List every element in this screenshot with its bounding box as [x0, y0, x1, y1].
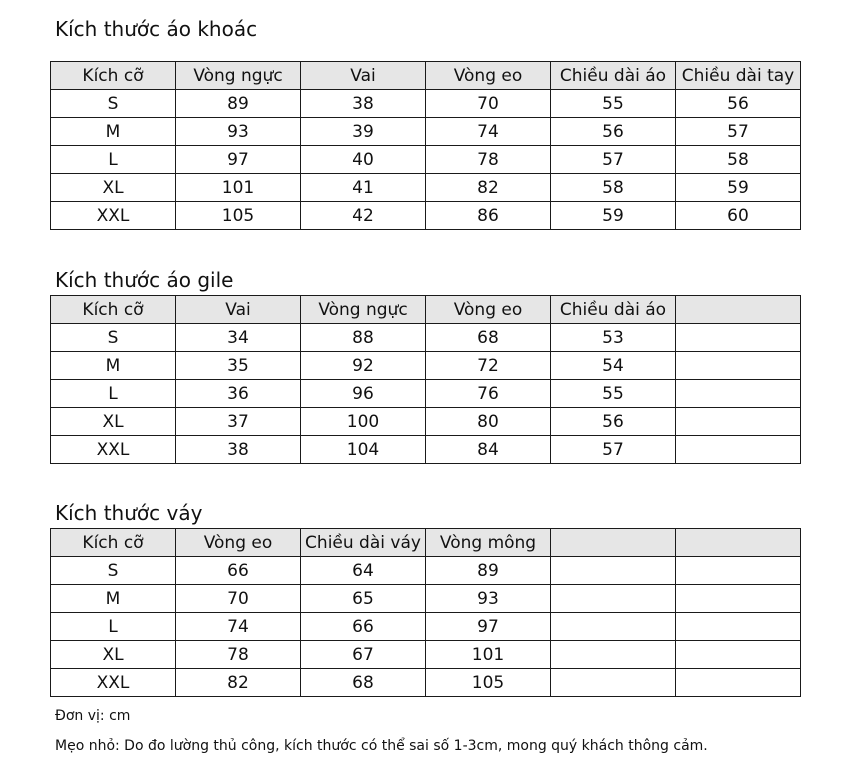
measurement-cell	[676, 436, 801, 464]
column-header: Vòng ngực	[176, 62, 301, 90]
table-row	[51, 557, 801, 585]
measurement-cell: 78	[176, 641, 301, 669]
measurement-cell: 89	[176, 90, 301, 118]
measurement-cell: 54	[551, 352, 676, 380]
column-header: Vòng eo	[426, 296, 551, 324]
vest-size-title: Kích thước áo gile	[55, 268, 234, 292]
measurement-cell: 101	[426, 641, 551, 669]
measurement-cell: 59	[676, 174, 801, 202]
measurement-cell: 105	[176, 202, 301, 230]
measurement-cell: 55	[551, 380, 676, 408]
vest-size-table	[50, 295, 801, 464]
measurement-cell: 88	[301, 324, 426, 352]
column-header: Chiều dài váy	[301, 529, 426, 557]
measurement-cell: 93	[426, 585, 551, 613]
measurement-cell: 38	[176, 436, 301, 464]
column-header: Chiều dài tay	[676, 62, 801, 90]
measurement-cell: 97	[176, 146, 301, 174]
measurement-cell: 100	[301, 408, 426, 436]
measurement-cell	[676, 408, 801, 436]
measurement-cell: 67	[301, 641, 426, 669]
measurement-cell: 64	[301, 557, 426, 585]
table-row	[51, 641, 801, 669]
column-header	[551, 529, 676, 557]
column-header	[676, 529, 801, 557]
column-header: Kích cỡ	[51, 62, 176, 90]
size-label-cell: S	[51, 90, 176, 118]
measurement-cell: 68	[426, 324, 551, 352]
column-header: Vai	[176, 296, 301, 324]
measurement-cell: 57	[551, 146, 676, 174]
size-label-cell: M	[51, 585, 176, 613]
measurement-cell: 82	[176, 669, 301, 697]
table-row	[51, 174, 801, 202]
measurement-cell: 84	[426, 436, 551, 464]
table-row	[51, 146, 801, 174]
measurement-cell: 34	[176, 324, 301, 352]
measurement-cell: 55	[551, 90, 676, 118]
measurement-cell: 80	[426, 408, 551, 436]
measurement-cell: 78	[426, 146, 551, 174]
table-row	[51, 324, 801, 352]
table-header-row	[51, 62, 801, 90]
column-header: Vòng eo	[176, 529, 301, 557]
jacket-size-title: Kích thước áo khoác	[55, 17, 258, 41]
measurement-cell	[551, 669, 676, 697]
table-row	[51, 118, 801, 146]
measurement-cell: 86	[426, 202, 551, 230]
measurement-tip: Mẹo nhỏ: Do đo lường thủ công, kích thước có thể sai số 1-3cm, mong quý khách thông cảm.	[55, 738, 708, 754]
unit-note: Đơn vị: cm	[55, 708, 131, 724]
measurement-cell	[676, 613, 801, 641]
measurement-cell: 59	[551, 202, 676, 230]
table-row	[51, 436, 801, 464]
measurement-cell: 42	[301, 202, 426, 230]
measurement-cell: 40	[301, 146, 426, 174]
measurement-cell: 58	[676, 146, 801, 174]
measurement-cell: 74	[176, 613, 301, 641]
column-header: Vòng mông	[426, 529, 551, 557]
measurement-cell: 66	[301, 613, 426, 641]
jacket-size-table	[50, 61, 801, 230]
column-header: Chiều dài áo	[551, 296, 676, 324]
measurement-cell: 70	[426, 90, 551, 118]
size-label-cell: L	[51, 380, 176, 408]
measurement-cell: 56	[551, 118, 676, 146]
table-row	[51, 380, 801, 408]
column-header: Kích cỡ	[51, 529, 176, 557]
measurement-cell: 58	[551, 174, 676, 202]
size-label-cell: S	[51, 324, 176, 352]
measurement-cell	[551, 585, 676, 613]
measurement-cell: 35	[176, 352, 301, 380]
measurement-cell: 37	[176, 408, 301, 436]
measurement-cell: 56	[676, 90, 801, 118]
measurement-cell: 105	[426, 669, 551, 697]
measurement-cell	[676, 585, 801, 613]
measurement-cell: 66	[176, 557, 301, 585]
measurement-cell	[676, 352, 801, 380]
measurement-cell: 89	[426, 557, 551, 585]
column-header: Vai	[301, 62, 426, 90]
column-header: Vòng ngực	[301, 296, 426, 324]
size-label-cell: L	[51, 613, 176, 641]
measurement-cell: 104	[301, 436, 426, 464]
size-label-cell: XXL	[51, 202, 176, 230]
skirt-size-table	[50, 528, 801, 697]
table-row	[51, 202, 801, 230]
measurement-cell: 72	[426, 352, 551, 380]
measurement-cell: 101	[176, 174, 301, 202]
size-label-cell: M	[51, 118, 176, 146]
measurement-cell: 39	[301, 118, 426, 146]
measurement-cell: 70	[176, 585, 301, 613]
size-label-cell: M	[51, 352, 176, 380]
size-label-cell: S	[51, 557, 176, 585]
measurement-cell: 41	[301, 174, 426, 202]
measurement-cell	[551, 557, 676, 585]
measurement-cell: 68	[301, 669, 426, 697]
column-header: Kích cỡ	[51, 296, 176, 324]
column-header	[676, 296, 801, 324]
size-label-cell: XXL	[51, 436, 176, 464]
size-label-cell: L	[51, 146, 176, 174]
size-label-cell: XL	[51, 408, 176, 436]
size-label-cell: XXL	[51, 669, 176, 697]
measurement-cell	[676, 324, 801, 352]
measurement-cell: 56	[551, 408, 676, 436]
table-row	[51, 585, 801, 613]
measurement-cell	[551, 613, 676, 641]
measurement-cell: 97	[426, 613, 551, 641]
measurement-cell: 53	[551, 324, 676, 352]
size-label-cell: XL	[51, 641, 176, 669]
measurement-cell: 36	[176, 380, 301, 408]
measurement-cell: 65	[301, 585, 426, 613]
measurement-cell: 96	[301, 380, 426, 408]
measurement-cell: 57	[676, 118, 801, 146]
table-row	[51, 352, 801, 380]
measurement-cell	[676, 557, 801, 585]
measurement-cell: 82	[426, 174, 551, 202]
measurement-cell: 92	[301, 352, 426, 380]
table-row	[51, 613, 801, 641]
table-row	[51, 90, 801, 118]
measurement-cell: 60	[676, 202, 801, 230]
measurement-cell	[676, 641, 801, 669]
table-row	[51, 408, 801, 436]
column-header: Chiều dài áo	[551, 62, 676, 90]
measurement-cell: 57	[551, 436, 676, 464]
measurement-cell	[551, 641, 676, 669]
measurement-cell: 38	[301, 90, 426, 118]
table-header-row	[51, 529, 801, 557]
table-row	[51, 669, 801, 697]
measurement-cell: 74	[426, 118, 551, 146]
column-header: Vòng eo	[426, 62, 551, 90]
table-header-row	[51, 296, 801, 324]
skirt-size-title: Kích thước váy	[55, 501, 203, 525]
measurement-cell: 93	[176, 118, 301, 146]
size-label-cell: XL	[51, 174, 176, 202]
measurement-cell	[676, 669, 801, 697]
measurement-cell: 76	[426, 380, 551, 408]
measurement-cell	[676, 380, 801, 408]
